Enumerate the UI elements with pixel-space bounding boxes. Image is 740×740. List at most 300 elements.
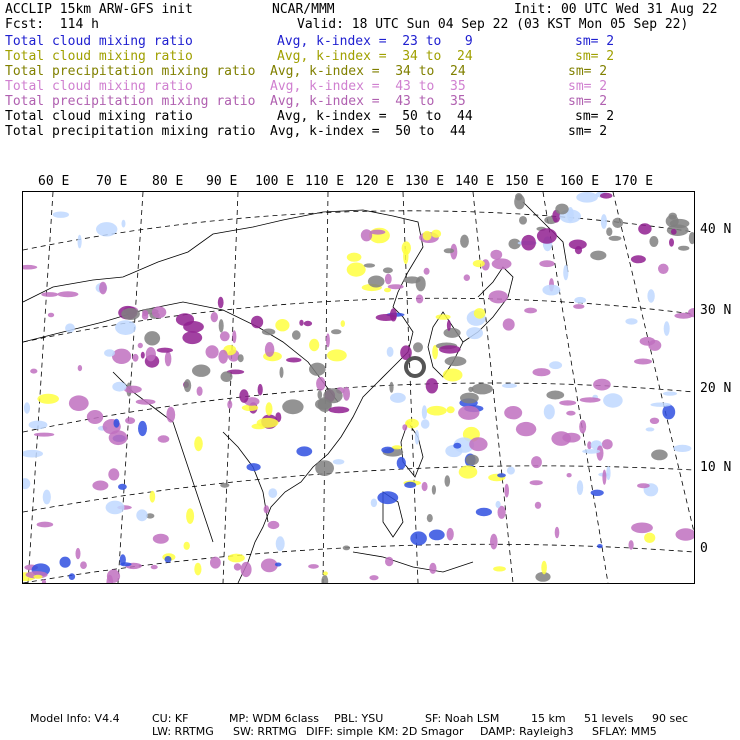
cloud-blob <box>533 368 551 376</box>
cloud-blob <box>580 397 601 402</box>
cloud-blob <box>634 359 652 365</box>
cloud-blob <box>439 345 461 353</box>
cloud-blob <box>136 399 156 405</box>
footer-item: Model Info: V4.4 <box>30 712 120 725</box>
cloud-blob <box>689 232 694 244</box>
cloud-blob <box>104 349 115 356</box>
cloud-blob <box>138 421 147 436</box>
cloud-blob <box>445 356 467 366</box>
cloud-blob <box>60 557 71 568</box>
cloud-blob <box>524 308 537 314</box>
cloud-blob <box>321 575 328 583</box>
cloud-blob <box>531 456 542 468</box>
cloud-blob <box>257 418 279 428</box>
cloud-blob <box>542 285 560 296</box>
cloud-blob <box>141 352 145 359</box>
cloud-blob <box>142 312 149 320</box>
map-panel <box>22 191 695 584</box>
cloud-blob <box>286 358 301 363</box>
cloud-blob <box>539 260 554 267</box>
cloud-blob <box>315 460 334 476</box>
cloud-blob <box>416 294 423 303</box>
cloud-blob <box>404 482 416 488</box>
cloud-blob <box>432 485 436 495</box>
cloud-blob <box>544 404 555 419</box>
cloud-blob <box>34 433 54 437</box>
legend-row <box>0 110 740 124</box>
latitude-label: 0 <box>700 541 708 556</box>
legend-row <box>0 35 740 49</box>
latitude-label: 20 N <box>700 381 732 396</box>
cloud-blob <box>309 339 319 351</box>
cloud-blob <box>388 284 404 289</box>
cloud-blob <box>567 473 572 477</box>
cloud-blob <box>458 406 479 420</box>
cloud-blob <box>165 351 172 366</box>
cloud-blob <box>601 214 607 229</box>
cloud-blob <box>427 406 447 416</box>
cloud-blob <box>671 229 677 235</box>
cloud-blob <box>99 282 107 295</box>
cloud-blob <box>410 531 427 545</box>
model-title: ACCLIP 15km ARW-GFS init <box>5 2 193 17</box>
legend-smoothing: sm= 2 <box>568 64 608 79</box>
cloud-blob <box>469 437 487 451</box>
cloud-blob <box>390 393 406 403</box>
longitude-label: 70 E <box>96 174 128 189</box>
cloud-blob <box>447 406 455 413</box>
longitude-label: 160 E <box>560 174 600 189</box>
cloud-blob <box>120 562 132 566</box>
cloud-blob <box>258 384 263 396</box>
cloud-blob <box>152 306 166 318</box>
cloud-blob <box>489 290 508 303</box>
cloud-blob <box>551 431 571 446</box>
cloud-blob <box>146 347 156 361</box>
cloud-blob <box>573 304 584 309</box>
cloud-blob <box>343 546 350 551</box>
legend-field-name: Total precipitation mixing ratio <box>5 64 256 79</box>
forecast-hour: Fcst: 114 h <box>5 17 99 32</box>
cloud-blob <box>125 417 135 424</box>
cloud-blob <box>555 527 560 539</box>
cloud-blob <box>87 410 103 424</box>
cloud-blob <box>490 534 498 550</box>
cloud-blob <box>555 204 568 215</box>
cloud-blob <box>447 320 451 331</box>
cloud-blob <box>206 345 219 358</box>
cloud-blob <box>347 263 366 277</box>
cloud-blob <box>597 544 603 548</box>
legend-field-name: Total cloud mixing ratio <box>5 109 193 124</box>
cloud-blob <box>333 459 345 464</box>
footer-item: SW: RRTMG <box>233 725 297 738</box>
longitude-label: 130 E <box>405 174 445 189</box>
cloud-blob <box>443 369 463 382</box>
longitude-label: 170 E <box>614 174 654 189</box>
cloud-blob <box>669 213 677 220</box>
cloud-blob <box>606 227 612 236</box>
cloud-blob <box>422 482 428 491</box>
legend-row <box>0 80 740 94</box>
cloud-blob <box>502 383 517 388</box>
footer-item: PBL: YSU <box>334 712 384 725</box>
valid-time: Valid: 18 UTC Sun 04 Sep 22 (03 KST Mon 05 Sep 22) <box>297 17 689 32</box>
cloud-blob <box>664 321 670 336</box>
cloud-blob <box>397 457 406 469</box>
cloud-blob <box>472 383 493 394</box>
cloud-blob <box>476 508 492 516</box>
cloud-blob <box>673 445 691 452</box>
footer-item: 15 km <box>531 712 566 725</box>
cloud-blob <box>678 246 689 251</box>
cloud-blob <box>535 502 541 509</box>
cloud-blob <box>165 556 172 563</box>
cloud-blob <box>115 320 136 335</box>
cloud-blob <box>637 483 650 488</box>
cloud-blob <box>424 268 430 275</box>
cloud-blob <box>647 289 654 302</box>
cloud-blob <box>76 548 81 559</box>
cloud-blob <box>383 267 393 273</box>
cloud-blob <box>663 392 677 396</box>
cloud-blob <box>466 327 483 339</box>
cloud-blob <box>151 565 158 569</box>
cloud-field <box>23 192 694 583</box>
cloud-blob <box>371 499 377 508</box>
cloud-blob <box>612 218 623 228</box>
cloud-blob <box>138 343 143 348</box>
cloud-blob <box>649 236 658 247</box>
cloud-blob <box>364 263 375 267</box>
cloud-blob <box>537 228 557 243</box>
legend-smoothing: sm= 2 <box>568 94 608 109</box>
cloud-blob <box>426 378 438 393</box>
longitude-label: 100 E <box>255 174 295 189</box>
cloud-blob <box>329 407 350 414</box>
cloud-blob <box>507 467 515 475</box>
cloud-blob <box>577 480 583 495</box>
cloud-blob <box>341 320 345 327</box>
cloud-blob <box>347 253 362 262</box>
cloud-blob <box>238 354 244 362</box>
legend-row <box>0 125 740 139</box>
legend-row <box>0 65 740 79</box>
cloud-blob <box>563 265 568 280</box>
cloud-blob <box>427 514 433 522</box>
cloud-blob <box>331 329 341 334</box>
cloud-blob <box>220 483 229 488</box>
cloud-blob <box>114 419 120 428</box>
cloud-blob <box>234 563 241 570</box>
legend-row <box>0 50 740 64</box>
cloud-blob <box>265 342 275 357</box>
cloud-blob <box>658 264 669 274</box>
cloud-blob <box>516 422 536 436</box>
cloud-blob <box>575 246 582 254</box>
cloud-blob <box>192 365 210 377</box>
cloud-blob <box>387 347 394 357</box>
cloud-blob <box>268 488 277 498</box>
cloud-blob <box>445 475 451 487</box>
cloud-blob <box>429 530 445 541</box>
cloud-blob <box>37 522 54 528</box>
cloud-blob <box>603 393 623 407</box>
cloud-blob <box>490 250 502 260</box>
footer-item: DAMP: Rayleigh3 <box>480 725 574 738</box>
cloud-blob <box>153 534 169 544</box>
cloud-blob <box>631 255 646 263</box>
cloud-blob <box>53 212 69 218</box>
cloud-blob <box>69 573 75 580</box>
cloud-blob <box>194 436 203 451</box>
cloud-blob <box>593 379 611 391</box>
cloud-blob <box>582 449 600 454</box>
cloud-blob <box>590 251 606 261</box>
cloud-blob <box>651 450 668 461</box>
cloud-blob <box>194 563 201 576</box>
cloud-blob <box>184 542 190 550</box>
cloud-blob <box>625 318 637 324</box>
cloud-blob <box>460 393 479 404</box>
cloud-blob <box>304 321 312 326</box>
cloud-blob <box>186 508 194 524</box>
map-canvas <box>23 192 694 583</box>
cloud-blob <box>197 386 203 396</box>
cloud-blob <box>416 276 426 291</box>
cloud-blob <box>299 320 303 326</box>
cloud-blob <box>369 575 378 580</box>
cloud-blob <box>466 455 479 466</box>
cloud-blob <box>318 390 323 399</box>
cloud-blob <box>184 379 191 392</box>
footer-item: CU: KF <box>152 712 189 725</box>
legend-k-index: Avg, k-index = 50 to 44 <box>277 109 473 124</box>
legend-k-index: Avg, k-index = 34 to 24 <box>270 64 466 79</box>
cloud-blob <box>602 439 613 449</box>
footer-item: 51 levels <box>584 712 634 725</box>
cloud-blob <box>521 235 536 251</box>
legend-field-name: Total cloud mixing ratio <box>5 34 193 49</box>
cloud-blob <box>497 473 506 477</box>
cloud-blob <box>23 265 37 270</box>
cloud-blob <box>218 350 228 364</box>
cloud-blob <box>423 231 432 241</box>
cloud-blob <box>638 223 651 234</box>
cloud-blob <box>210 557 221 569</box>
cloud-blob <box>549 361 562 369</box>
cloud-blob <box>23 450 43 458</box>
cloud-blob <box>368 276 385 288</box>
cloud-blob <box>221 371 233 382</box>
cloud-blob <box>323 571 328 575</box>
org-label: NCAR/MMM <box>272 2 335 17</box>
cloud-blob <box>227 400 232 408</box>
cloud-blob <box>157 348 173 353</box>
cloud-blob <box>282 399 303 414</box>
cloud-blob <box>385 557 393 566</box>
legend-k-index: Avg, k-index = 50 to 44 <box>270 124 466 139</box>
longitude-label: 80 E <box>152 174 184 189</box>
cloud-blob <box>96 222 117 236</box>
cloud-blob <box>30 369 37 374</box>
cloud-blob <box>121 308 140 320</box>
cloud-blob <box>402 424 407 430</box>
cloud-blob <box>600 193 612 199</box>
longitude-label: 150 E <box>505 174 545 189</box>
longitude-label: 60 E <box>38 174 70 189</box>
cloud-blob <box>326 333 330 347</box>
cloud-blob <box>429 563 436 574</box>
cloud-blob <box>546 391 564 400</box>
cloud-blob <box>166 407 175 423</box>
cloud-blob <box>436 314 451 320</box>
cloud-blob <box>384 288 391 292</box>
legend-field-name: Total cloud mixing ratio <box>5 49 193 64</box>
footer-item: MP: WDM 6class <box>229 712 319 725</box>
cloud-blob <box>343 387 350 401</box>
cloud-blob <box>232 330 236 343</box>
cloud-blob <box>78 235 82 249</box>
cloud-blob <box>453 443 461 449</box>
cloud-blob <box>459 465 478 478</box>
cloud-blob <box>239 389 248 403</box>
cloud-blob <box>78 365 82 371</box>
footer-item: SF: Noah LSM <box>425 712 500 725</box>
cloud-blob <box>579 420 586 433</box>
cloud-blob <box>323 388 342 403</box>
cloud-blob <box>473 260 485 267</box>
cloud-blob <box>597 446 604 461</box>
cloud-blob <box>150 491 156 503</box>
cloud-blob <box>504 406 522 419</box>
latitude-label: 10 N <box>700 460 732 475</box>
legend-k-index: Avg, k-index = 43 to 35 <box>270 79 466 94</box>
cloud-blob <box>530 480 543 485</box>
cloud-blob <box>460 235 469 248</box>
cloud-blob <box>519 216 527 225</box>
legend-row <box>0 95 740 109</box>
cloud-blob <box>402 241 411 254</box>
cloud-blob <box>566 411 575 416</box>
cloud-blob <box>629 540 634 550</box>
cloud-blob <box>65 323 75 332</box>
cloud-blob <box>241 562 252 577</box>
cloud-blob <box>644 533 655 543</box>
legend-smoothing: sm= 2 <box>575 109 615 124</box>
cloud-blob <box>24 402 30 413</box>
cloud-blob <box>276 536 285 551</box>
cloud-blob <box>676 528 695 540</box>
cloud-blob <box>23 478 30 489</box>
cloud-blob <box>69 395 89 411</box>
cloud-blob <box>122 220 126 228</box>
cloud-blob <box>220 331 230 341</box>
footer-item: DIFF: simple <box>306 725 374 738</box>
cloud-blob <box>669 238 674 246</box>
cloud-blob <box>132 354 138 362</box>
cloud-blob <box>646 427 655 431</box>
cloud-blob <box>662 405 675 420</box>
cloud-blob <box>275 319 289 331</box>
legend-field-name: Total precipitation mixing ratio <box>5 94 256 109</box>
cloud-blob <box>292 330 301 340</box>
cloud-blob <box>447 528 454 541</box>
cloud-blob <box>377 491 398 504</box>
footer-item: LW: RRTMG <box>152 725 214 738</box>
cloud-blob <box>112 382 126 392</box>
longitude-label: 110 E <box>305 174 345 189</box>
cloud-blob <box>492 258 512 269</box>
cloud-blob <box>444 248 454 253</box>
legend-smoothing: sm= 2 <box>568 124 608 139</box>
cloud-blob <box>650 418 659 424</box>
cloud-blob <box>431 230 441 238</box>
cloud-blob <box>591 490 604 496</box>
latitude-label: 40 N <box>700 222 732 237</box>
cloud-blob <box>33 575 42 579</box>
cloud-blob <box>385 274 392 285</box>
legend-k-index: Avg, k-index = 34 to 24 <box>277 49 473 64</box>
cloud-blob <box>211 312 218 322</box>
cloud-blob <box>670 219 690 228</box>
cloud-blob <box>609 236 622 241</box>
cloud-blob <box>631 523 653 534</box>
cloud-blob <box>327 349 347 361</box>
latitude-label: 30 N <box>700 303 732 318</box>
cloud-blob <box>108 468 119 480</box>
cloud-blob <box>504 484 509 498</box>
cloud-blob <box>422 405 427 419</box>
cloud-blob <box>43 490 51 505</box>
cloud-blob <box>503 318 515 330</box>
cloud-blob <box>262 329 275 336</box>
cloud-blob <box>390 308 397 321</box>
cloud-blob <box>415 430 419 445</box>
cloud-blob <box>92 481 108 491</box>
typhoon-eye <box>406 358 424 376</box>
cloud-blob <box>370 230 385 235</box>
cloud-blob <box>48 313 54 318</box>
cloud-blob <box>57 291 78 297</box>
cloud-blob <box>413 342 423 352</box>
cloud-blob <box>640 337 656 346</box>
cloud-blob <box>37 394 59 404</box>
cloud-blob <box>80 561 87 569</box>
cloud-blob <box>158 435 170 443</box>
cloud-blob <box>144 331 160 345</box>
cloud-blob <box>308 564 319 569</box>
cloud-blob <box>309 363 326 376</box>
longitude-label: 140 E <box>455 174 495 189</box>
cloud-blob <box>316 377 325 391</box>
cloud-blob <box>218 297 224 309</box>
cloud-blob <box>109 430 128 445</box>
cloud-blob <box>261 559 278 573</box>
cloud-blob <box>124 386 142 394</box>
cloud-blob <box>602 470 606 485</box>
cloud-blob <box>514 194 525 209</box>
cloud-blob <box>421 419 430 428</box>
footer-item: KM: 2D Smagor <box>378 725 464 738</box>
cloud-blob <box>296 446 312 456</box>
legend-field-name: Total cloud mixing ratio <box>5 79 193 94</box>
cloud-blob <box>264 505 270 513</box>
legend-k-index: Avg, k-index = 43 to 35 <box>270 94 466 109</box>
cloud-blob <box>41 292 58 297</box>
cloud-blob <box>268 521 280 529</box>
legend-smoothing: sm= 2 <box>575 49 615 64</box>
